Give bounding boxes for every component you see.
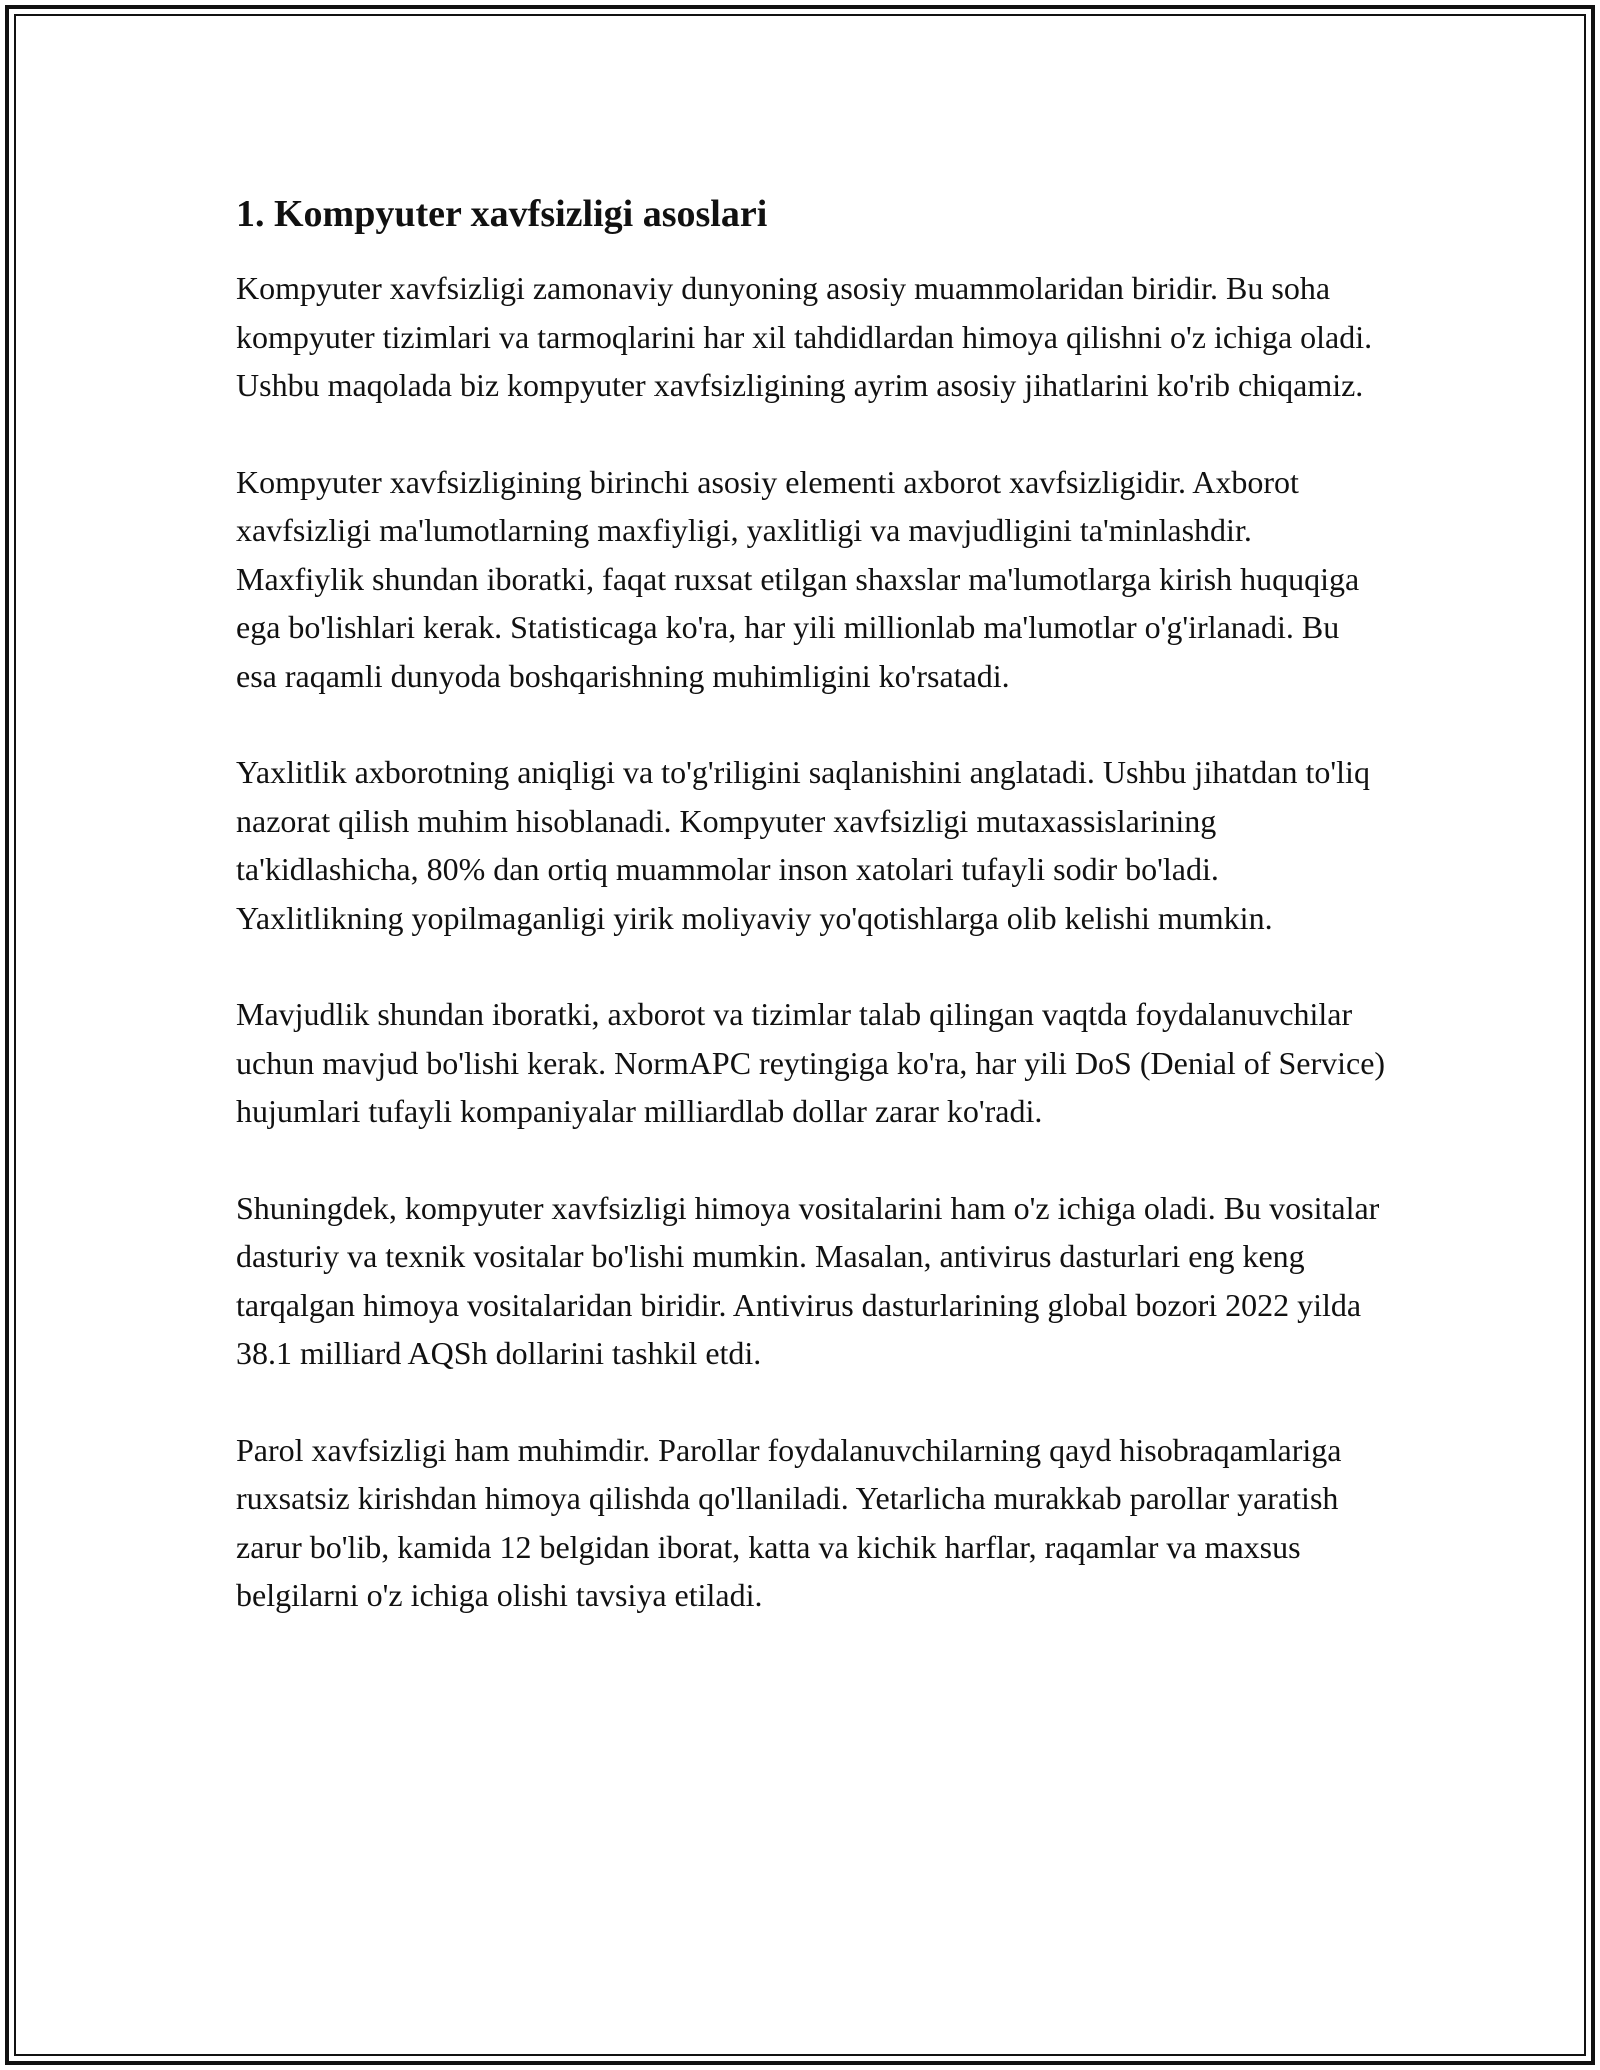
paragraph-information-security: Kompyuter xavfsizligining birinchi asosiy elementi axborot xavfsizligidir. Axborot xavfsizligi ma'lumotlarning maxfiyligi, yaxlitligi va mavjudligini ta'minlashdir. Maxfiylik shundan iboratki, faqat ruxsat etilgan shaxslar ma'lumotlarga kirish huquqiga ega bo'lishlari kerak. Statisticaga ko'ra, har yili millionlab ma'lumotlar o'g'irlanadi. Bu esa raqamli dunyoda boshqarishning muhimligini ko'rsatadi.: [236, 463, 1360, 694]
paragraph-availability: Mavjudlik shundan iboratki, axborot va tizimlar talab qilingan vaqtda foydalanuvchilar uchun mavjud bo'lishi kerak. NormAPC reytingiga ko'ra, har yili DoS (Denial of Service) hujumlari tufayli kompaniyalar milliardlab dollar zarar ko'radi.: [236, 996, 1386, 1129]
document-body: [236, 190, 1386, 1620]
paragraph-protection-tools: Shuningdek, kompyuter xavfsizligi himoya vositalarini ham o'z ichiga oladi. Bu vositalar dasturiy va texnik vositalar bo'lishi mumkin. Masalan, antivirus dasturlari eng keng tarqalgan himoya vositalaridan biridir. Antivirus dasturlarining global bozori 2022 yilda 38.1 milliard AQSh dollarini tashkil etdi.: [236, 1189, 1380, 1371]
paragraph-intro: Kompyuter xavfsizligi zamonaviy dunyoning asosiy muammolaridan biridir. Bu soha kompyuter tizimlari va tarmoqlarini har xil tahdidlardan himoya qilishni o'z ichiga oladi. Ushbu maqolada biz kompyuter xavfsizligining ayrim asosiy jihatlarini ko'rib chiqamiz.: [236, 270, 1373, 403]
paragraph-integrity: Yaxlitlik axborotning aniqligi va to'g'riligini saqlanishini anglatadi. Ushbu jihatdan to'liq nazorat qilish muhim hisoblanadi. Kompyuter xavfsizligi mutaxassislarining ta'kidlashicha, 80% dan ortiq muammolar inson xatolari tufayli sodir bo'ladi. Yaxlitlikning yopilmaganligi yirik moliyaviy yo'qotishlarga olib kelishi mumkin.: [236, 754, 1370, 936]
section-title: 1. Kompyuter xavfsizligi asoslari: [236, 193, 768, 235]
paragraph-password-security: Parol xavfsizligi ham muhimdir. Parollar foydalanuvchilarning qayd hisobraqamlariga ruxsatsiz kirishdan himoya qilishda qo'llaniladi. Yetarlicha murakkab parollar yaratish zarur bo'lib, kamida 12 belgidan iborat, katta va kichik harflar, raqamlar va maxsus belgilarni o'z ichiga olishi tavsiya etiladi.: [236, 1431, 1342, 1613]
